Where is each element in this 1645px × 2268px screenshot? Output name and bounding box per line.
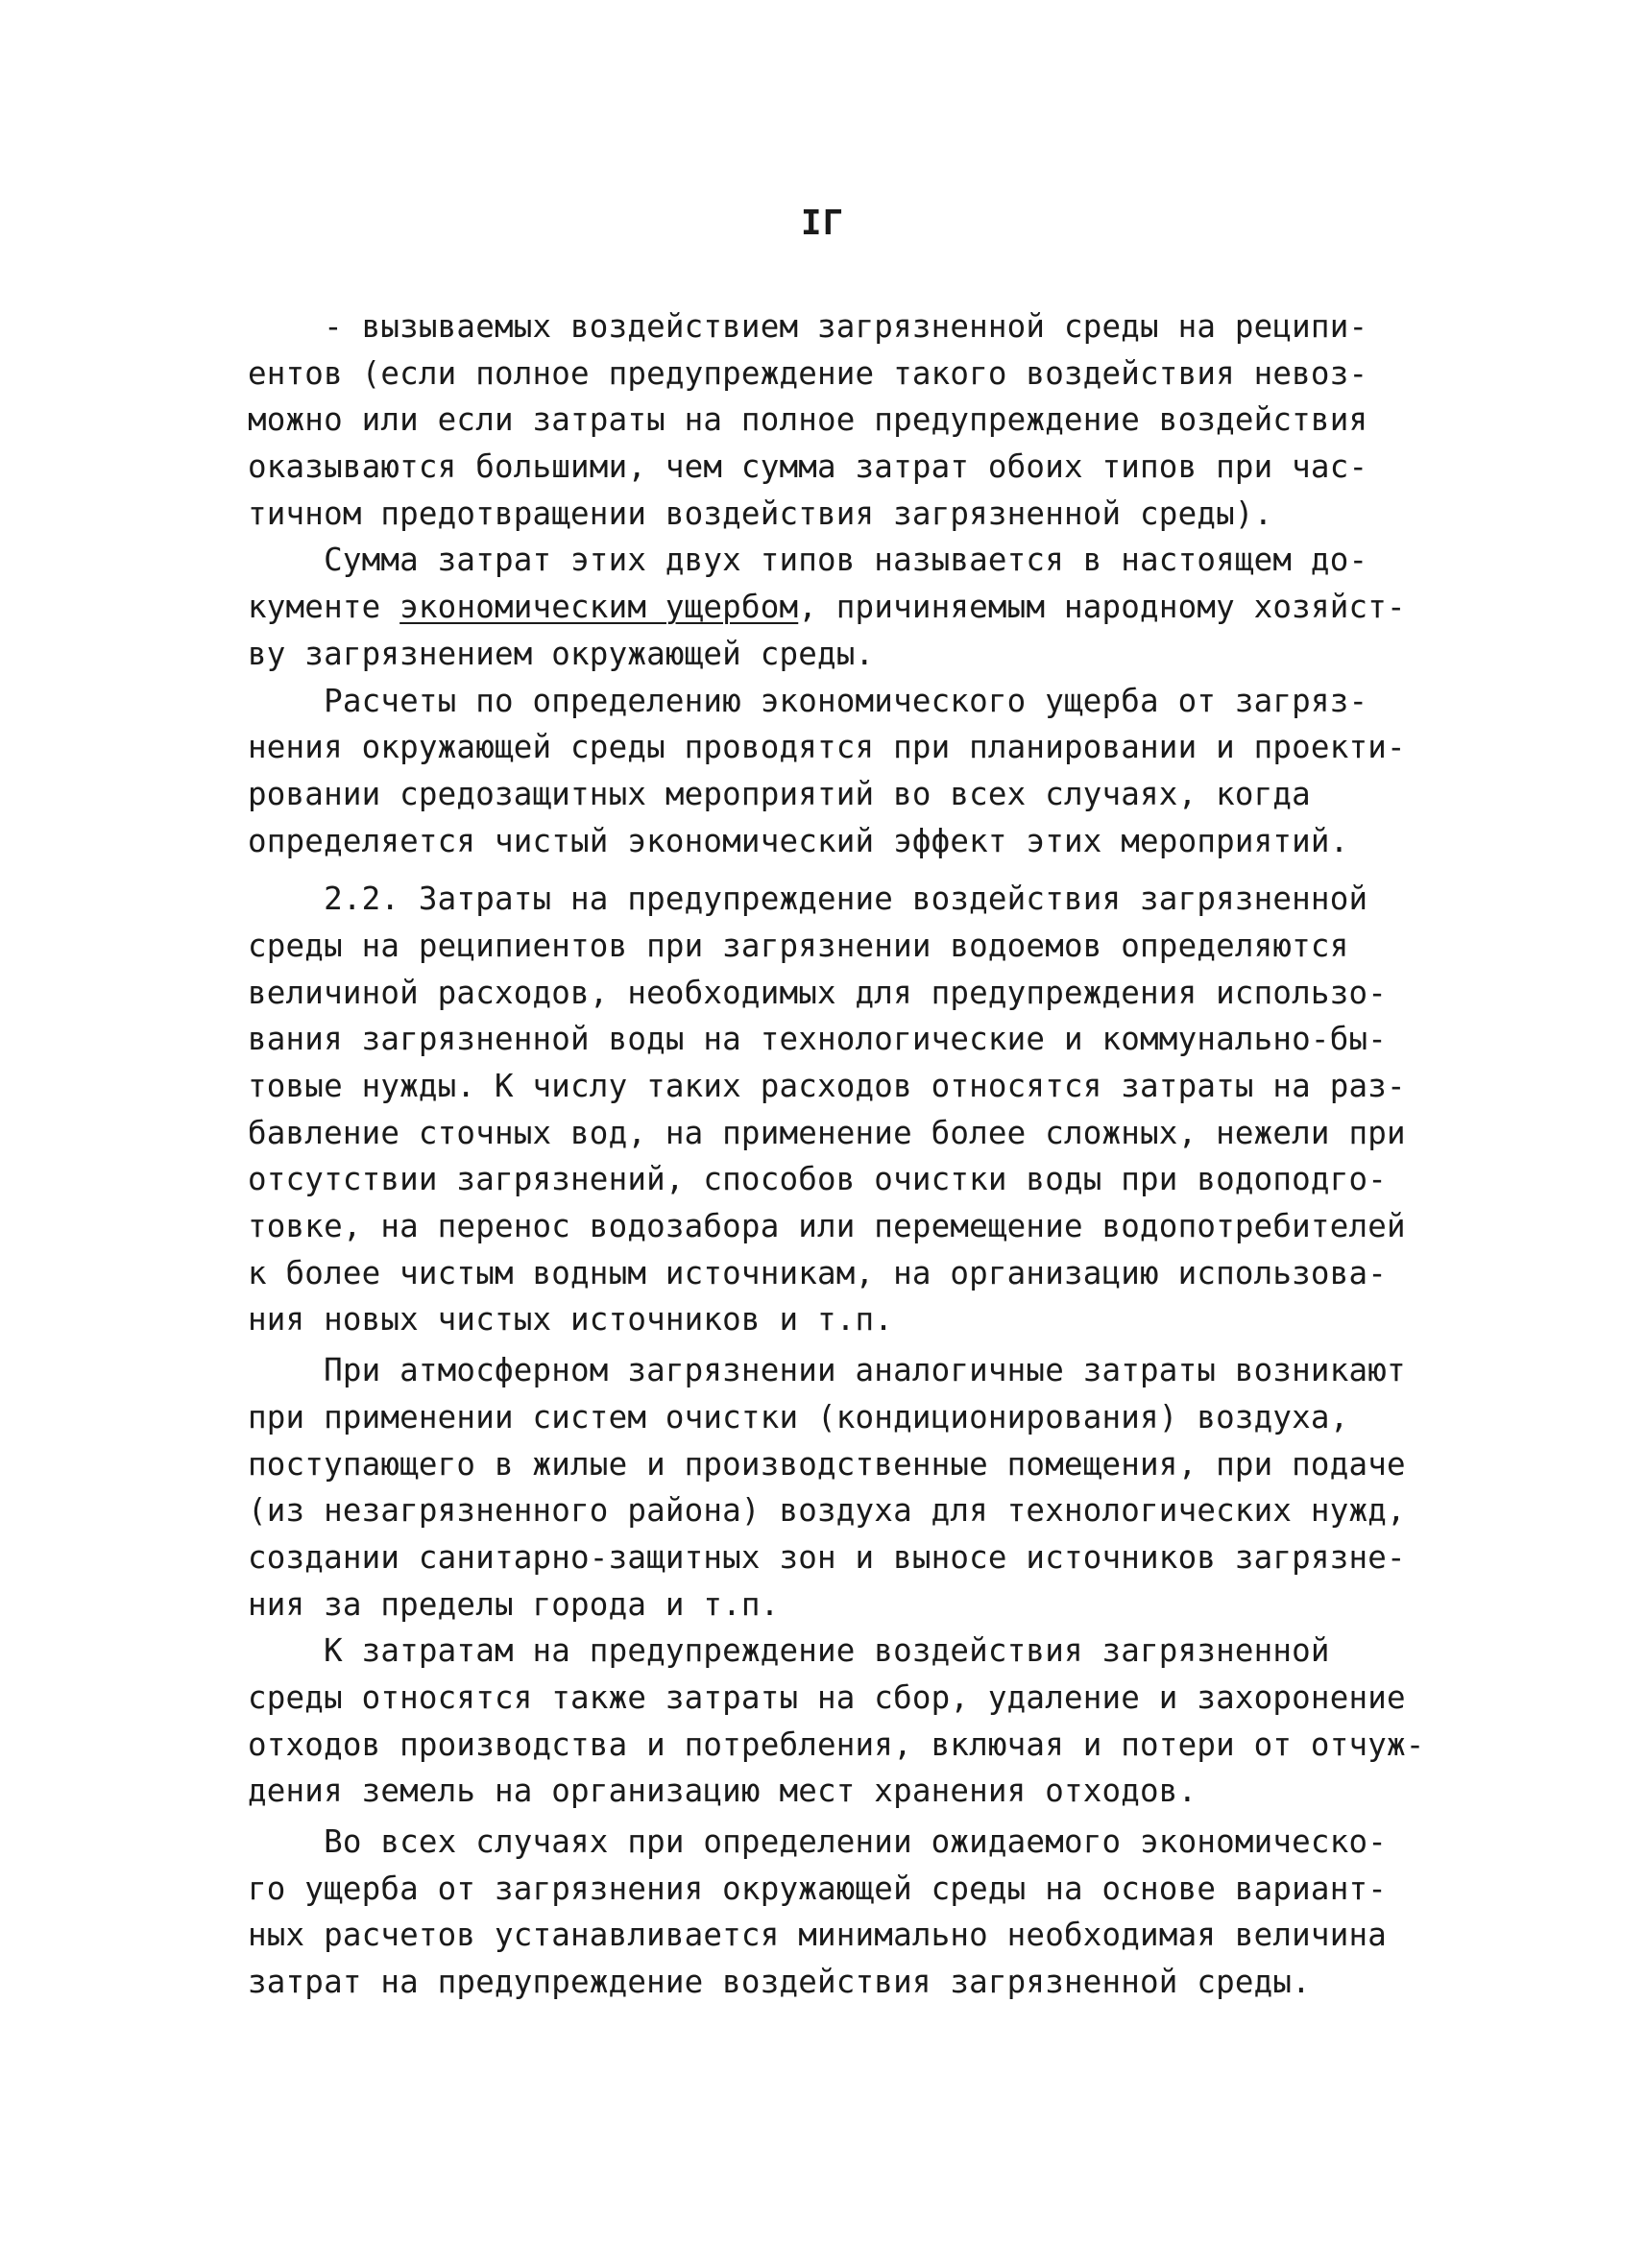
- text-line: ных расчетов устанавливается минимально необходимая величина: [248, 1917, 1387, 1954]
- text-line: товке, на перенос водозабора или перемещение водопотребителей: [248, 1208, 1406, 1245]
- text-line: дения земель на организацию мест хранения отходов.: [248, 1773, 1197, 1810]
- underlined-term: экономическим ущербом: [399, 589, 799, 626]
- paragraph-gap: [248, 864, 1429, 876]
- text-line: товые нужды. К числу таких расходов относятся затраты на раз-: [248, 1068, 1406, 1104]
- text-line: го ущерба от загрязнения окружающей среды на основе вариант-: [248, 1870, 1387, 1907]
- text-line: ву загрязнением окружающей среды.: [248, 635, 875, 672]
- text-line: среды относятся также затраты на сбор, удаление и захоронение: [248, 1678, 1406, 1716]
- text-line: ровании средозащитных мероприятий во всех случаях, когда: [248, 775, 1311, 812]
- text-line: Сумма затрат этих двух типов называется в настоящем до-: [248, 542, 1368, 579]
- text-line: нения окружающей среды проводятся при планировании и проекти-: [248, 729, 1406, 766]
- text-line: ния за пределы города и т.п.: [248, 1585, 780, 1623]
- text-line: К затратам на предупреждение воздействия загрязненной: [248, 1632, 1330, 1670]
- text-line: при применении систем очистки (кондиционирования) воздуха,: [248, 1398, 1349, 1436]
- text-segment: кументе: [248, 589, 400, 626]
- text-line: оказываются большими, чем сумма затрат обоих типов при час-: [248, 448, 1368, 486]
- text-line: бавление сточных вод, на применение более сложных, нежели при: [248, 1114, 1406, 1151]
- text-line: среды на реципиентов при загрязнении водоемов определяются: [248, 927, 1349, 964]
- text-line: При атмосферном загрязнении аналогичные затраты возникают: [248, 1352, 1406, 1389]
- text-line: [248, 584, 1429, 631]
- text-line: определяется чистый экономический эффект этих мероприятий.: [248, 822, 1349, 859]
- text-line: вания загрязненной воды на технологические и коммунально-бы-: [248, 1021, 1387, 1058]
- text-line: отсутствии загрязнений, способов очистки воды при водоподго-: [248, 1161, 1387, 1198]
- text-line: тичном предотвращении воздействия загрязненной среды).: [248, 495, 1273, 532]
- text-line: можно или если затраты на полное предупреждение воздействия: [248, 401, 1368, 439]
- text-line: величиной расходов, необходимых для предупреждения использо-: [248, 974, 1387, 1011]
- text-line: Во всех случаях при определении ожидаемого экономическо-: [248, 1823, 1387, 1860]
- text-line: ния новых чистых источников и т.п.: [248, 1301, 894, 1339]
- body-text: [248, 303, 1429, 2006]
- text-line: к более чистым водным источникам, на организацию использова-: [248, 1254, 1387, 1291]
- text-line: Расчеты по определению экономического ущерба от загряз-: [248, 682, 1368, 719]
- text-line: поступающего в жилые и производственные помещения, при подаче: [248, 1445, 1406, 1483]
- text-line: - вызываемых воздействием загрязненной среды на реципи-: [248, 308, 1368, 345]
- text-line: 2.2. Затраты на предупреждение воздействия загрязненной: [248, 881, 1368, 918]
- text-line: (из незагрязненного района) воздуха для технологических нужд,: [248, 1492, 1406, 1530]
- text-line: ентов (если полное предупреждение такого воздействия невоз-: [248, 354, 1368, 392]
- text-line: создании санитарно-защитных зон и выносе источников загрязне-: [248, 1538, 1406, 1576]
- text-line: затрат на предупреждение воздействия загрязненной среды.: [248, 1964, 1311, 2001]
- page-number: IГ: [800, 204, 845, 243]
- text-line: отходов производства и потребления, включая и потери от отчуж-: [248, 1725, 1425, 1763]
- text-segment: , причиняемым народному хозяйст-: [798, 589, 1406, 626]
